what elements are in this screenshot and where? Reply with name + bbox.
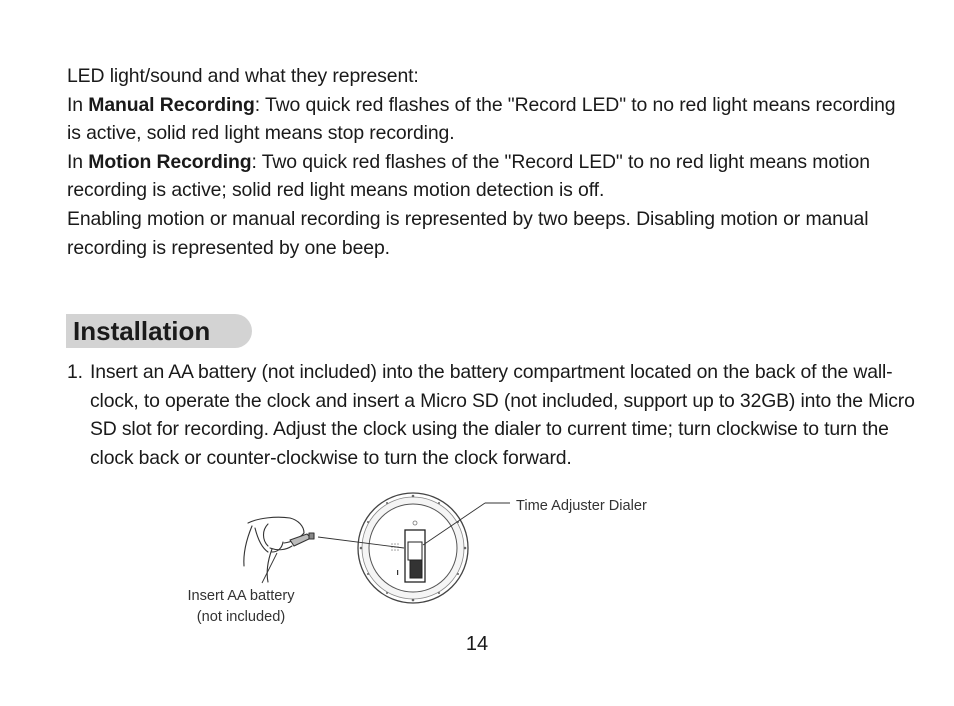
battery-label-line2: (not included) [196, 609, 286, 625]
manual-prefix: In [67, 93, 89, 116]
manual-recording-label: Manual Recording [88, 93, 255, 116]
hand-battery-icon [244, 517, 314, 582]
motion-recording-label: Motion Recording [88, 150, 252, 173]
motion-recording-text: : Two quick red flashes of the "Record LED" to no red light means motion recording is active; solid red light means motion detection is off. [67, 150, 870, 202]
page-number: 14 [465, 633, 489, 655]
manual-recording-text: : Two quick red flashes of the "Record LED" to no red light means recording is active, solid red light means stop recording. [67, 93, 896, 145]
step-number: 1. [67, 361, 83, 383]
battery-label [170, 586, 312, 628]
wall-clock-icon [358, 493, 468, 603]
step-text: Insert an AA battery (not included) into the battery compartment located on the back of the wall-clock, to operate the clock and insert a Micro SD (not included, support up to 32GB) into the Micro SD slot for recording. Adjust the clock using the dialer to current time; turn clockwise to turn the clock back or counter-clockwise to turn the clock forward. [90, 361, 915, 469]
section-heading: Installation [73, 316, 211, 346]
dialer-label: Time Adjuster Dialer [516, 498, 647, 514]
motion-prefix: In [67, 150, 89, 173]
battery-label-line1: Insert AA battery [187, 588, 295, 604]
led-intro-line: LED light/sound and what they represent: [67, 65, 419, 87]
beeps-paragraph: Enabling motion or manual recording is represented by two beeps. Disabling motion or manual recording is represented by one beep. [67, 207, 869, 259]
